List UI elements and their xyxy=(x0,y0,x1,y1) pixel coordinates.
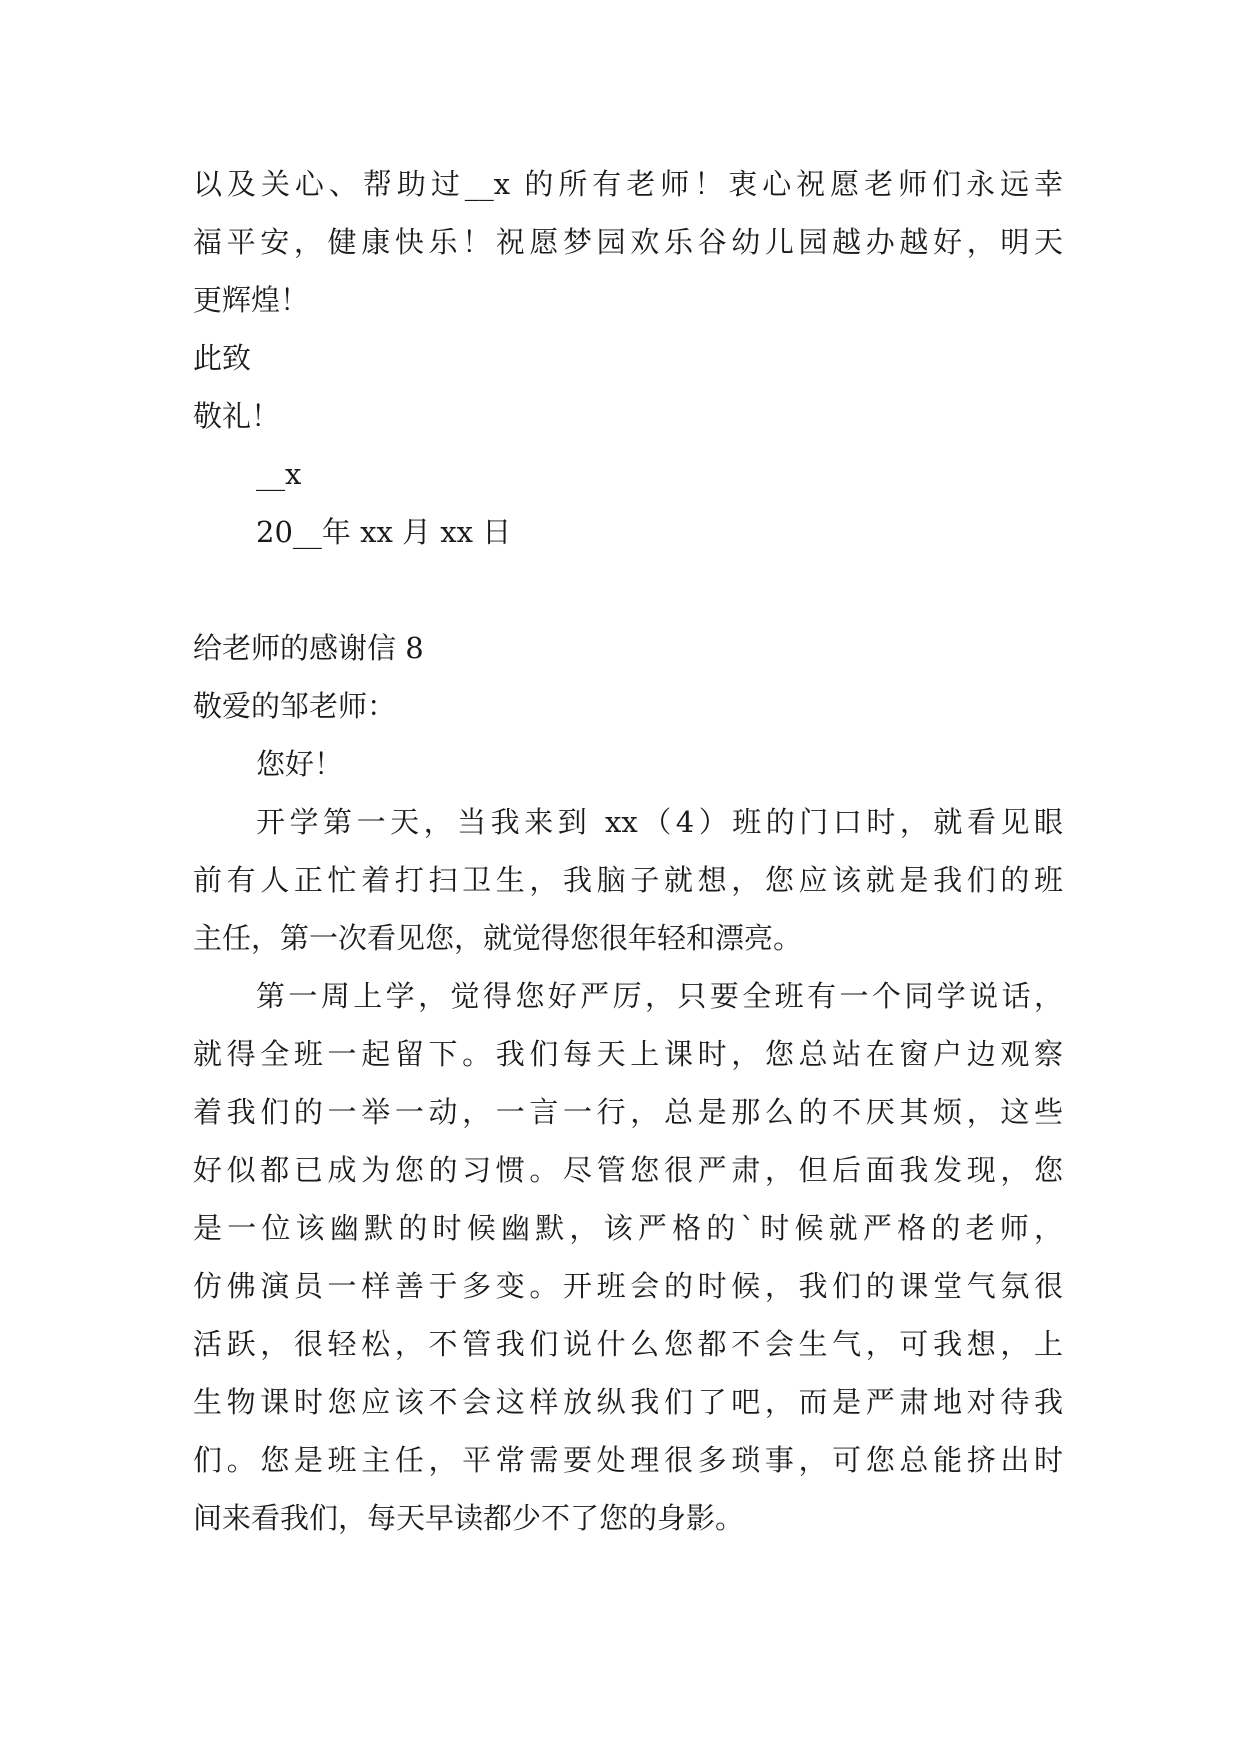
letter-title: 给老师的感谢信 8 xyxy=(193,631,424,665)
body-text-line: 更辉煌！ xyxy=(193,283,310,317)
greeting: 您好！ xyxy=(256,747,344,781)
body-text-line: 前有人正忙着打扫卫生，我脑子就想，您应该就是我们的班 xyxy=(193,863,1063,897)
salutation: 敬爱的邹老师： xyxy=(193,689,397,723)
signature: __x xyxy=(256,457,302,491)
body-text-line: 就得全班一起留下。我们每天上课时，您总站在窗户边观察 xyxy=(193,1037,1063,1071)
body-text-line: 活跃，很轻松，不管我们说什么您都不会生气，可我想，上 xyxy=(193,1327,1063,1361)
body-text-line: 们。您是班主任，平常需要处理很多琐事，可您总能挤出时 xyxy=(193,1443,1063,1477)
body-text-line: 好似都已成为您的习惯。尽管您很严肃，但后面我发现，您 xyxy=(193,1153,1063,1187)
body-text-line: 以及关心、帮助过__x 的所有老师！衷心祝愿老师们永远幸 xyxy=(193,167,1063,201)
body-text-line: 生物课时您应该不会这样放纵我们了吧，而是严肃地对待我 xyxy=(193,1385,1063,1419)
body-text-line: 着我们的一举一动，一言一行，总是那么的不厌其烦，这些 xyxy=(193,1095,1063,1129)
body-text-line: 主任，第一次看见您，就觉得您很年轻和漂亮。 xyxy=(193,921,803,955)
body-text-line: 第一周上学，觉得您好严厉，只要全班有一个同学说话， xyxy=(256,979,1063,1013)
closing-line: 此致 xyxy=(193,341,252,375)
body-text-line: 是一位该幽默的时候幽默，该严格的`时候就严格的老师， xyxy=(193,1211,1063,1245)
body-text-line: 间来看我们，每天早读都少不了您的身影。 xyxy=(193,1501,745,1535)
body-text-line: 仿佛演员一样善于多变。开班会的时候，我们的课堂气氛很 xyxy=(193,1269,1063,1303)
body-text-line: 开学第一天，当我来到 xx（4）班的门口时，就看见眼 xyxy=(256,805,1063,839)
body-text-line: 福平安，健康快乐！祝愿梦园欢乐谷幼儿园越办越好，明天 xyxy=(193,225,1063,259)
closing-line: 敬礼！ xyxy=(193,399,281,433)
date-line: 20__年 xx 月 xx 日 xyxy=(256,515,512,549)
